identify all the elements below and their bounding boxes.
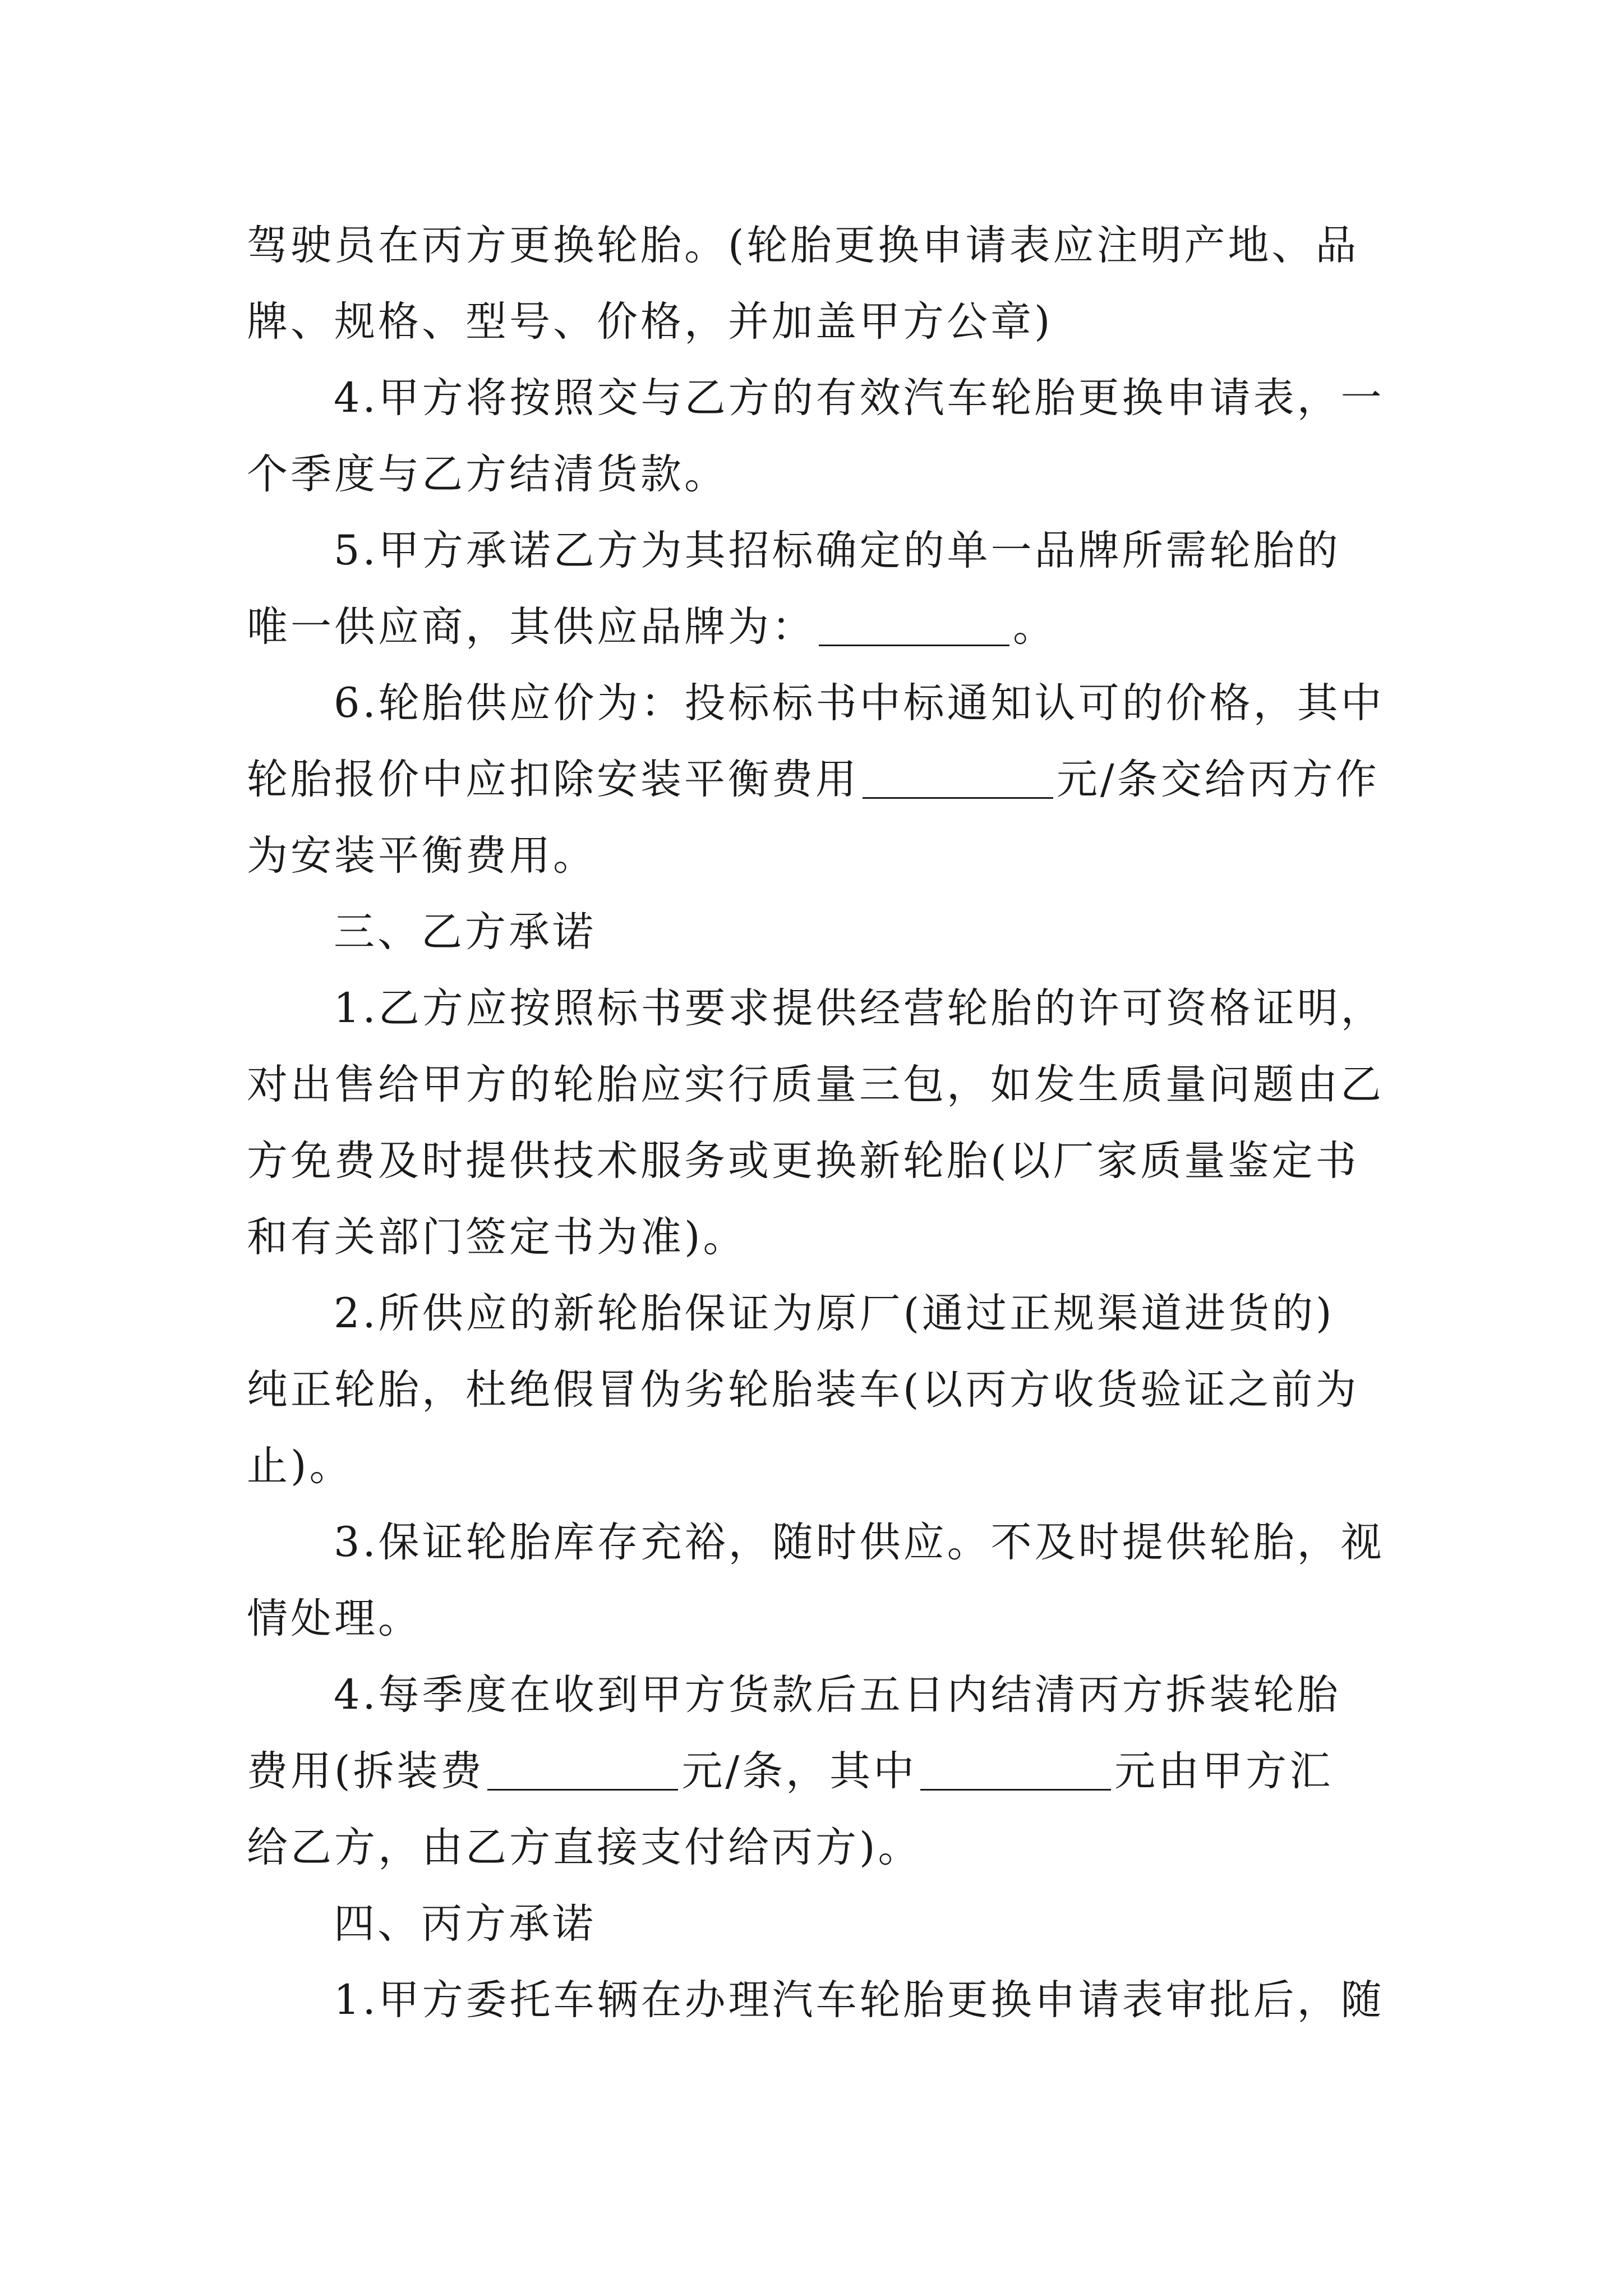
- text-run: 1.甲方委托车辆在办理汽车轮胎更换申请表审批后，随: [334, 1976, 1385, 2024]
- clause-5-line: [247, 513, 1385, 589]
- clause-2-line: [247, 1276, 1385, 1352]
- text-run: 轮胎报价中应扣除安装平衡费用: [247, 756, 859, 803]
- paragraph-line: [247, 1581, 1385, 1657]
- text-run: 3.保证轮胎库存充裕，随时供应。不及时提供轮胎，视: [334, 1519, 1385, 1566]
- section-title: 四、丙方承诺: [334, 1900, 596, 1948]
- text-run: 和有关部门签定书为准)。: [247, 1213, 747, 1261]
- text-run: 方免费及时提供技术服务或更换新轮胎(以厂家质量鉴定书: [247, 1137, 1359, 1185]
- text-run: 驾驶员在丙方更换轮胎。(轮胎更换申请表应注明产地、品: [247, 222, 1359, 269]
- text-run: 止)。: [247, 1442, 353, 1490]
- text-run: 元/条，其中: [681, 1747, 917, 1795]
- text-run: 6.轮胎供应价为：投标标书中标通知认可的价格，其中: [334, 679, 1385, 727]
- clause-6-line: [247, 665, 1385, 742]
- fill-in-blank-brand[interactable]: [819, 605, 1009, 646]
- section-heading-party-b: [247, 894, 1385, 970]
- section-title: 三、乙方承诺: [334, 908, 596, 956]
- fill-in-blank-balance-fee[interactable]: [863, 758, 1053, 799]
- paragraph-line: [247, 1352, 1385, 1428]
- document-body: [247, 208, 1385, 2039]
- paragraph-line: [247, 818, 1385, 894]
- clause-3-line: [247, 1504, 1385, 1581]
- text-run: 给乙方，由乙方直接支付给丙方)。: [247, 1824, 922, 1871]
- text-run: 纯正轮胎，杜绝假冒伪劣轮胎装车(以丙方收货验证之前为: [247, 1366, 1359, 1414]
- clause-1-line: [247, 970, 1385, 1047]
- text-run: 4.每季度在收到甲方货款后五日内结清丙方拆装轮胎: [334, 1671, 1341, 1719]
- text-run: 5.甲方承诺乙方为其招标确定的单一品牌所需轮胎的: [334, 527, 1341, 574]
- paragraph-line: [247, 1123, 1385, 1199]
- paragraph-line: [247, 589, 1385, 665]
- text-run: 费用(拆装费: [247, 1747, 485, 1795]
- text-run: 。: [1013, 603, 1057, 651]
- text-run: 唯一供应商，其供应品牌为：: [247, 603, 815, 651]
- clause-4-line: [247, 360, 1385, 436]
- fill-in-blank-party-a-amount[interactable]: [920, 1750, 1111, 1791]
- paragraph-line: [247, 436, 1385, 513]
- text-run: 4.甲方将按照交与乙方的有效汽车轮胎更换申请表，一: [334, 374, 1385, 422]
- text-run: 1.乙方应按照标书要求提供经营轮胎的许可资格证明，: [334, 984, 1385, 1032]
- text-run: 2.所供应的新轮胎保证为原厂(通过正规渠道进货的): [334, 1290, 1335, 1337]
- paragraph-line: [247, 1047, 1385, 1123]
- fill-in-blank-install-fee[interactable]: [487, 1750, 678, 1791]
- paragraph-line: [247, 284, 1385, 360]
- text-run: 为安装平衡费用。: [247, 832, 597, 880]
- text-run: 情处理。: [247, 1595, 422, 1642]
- text-run: 元/条交给丙方作: [1057, 756, 1380, 803]
- paragraph-line: [247, 742, 1385, 818]
- paragraph-line: [247, 1199, 1385, 1276]
- clause-1-line: [247, 1962, 1385, 2039]
- section-heading-party-c: [247, 1886, 1385, 1962]
- text-run: 对出售给甲方的轮胎应实行质量三包，如发生质量问题由乙: [247, 1061, 1384, 1108]
- clause-4-line: [247, 1657, 1385, 1733]
- text-run: 元由甲方汇: [1114, 1747, 1334, 1795]
- paragraph-line: [247, 1428, 1385, 1504]
- paragraph-line: [247, 1810, 1385, 1886]
- paragraph-line: [247, 208, 1385, 284]
- text-run: 个季度与乙方结清货款。: [247, 450, 728, 498]
- paragraph-line: [247, 1733, 1385, 1810]
- text-run: 牌、规格、型号、价格，并加盖甲方公章): [247, 298, 1053, 346]
